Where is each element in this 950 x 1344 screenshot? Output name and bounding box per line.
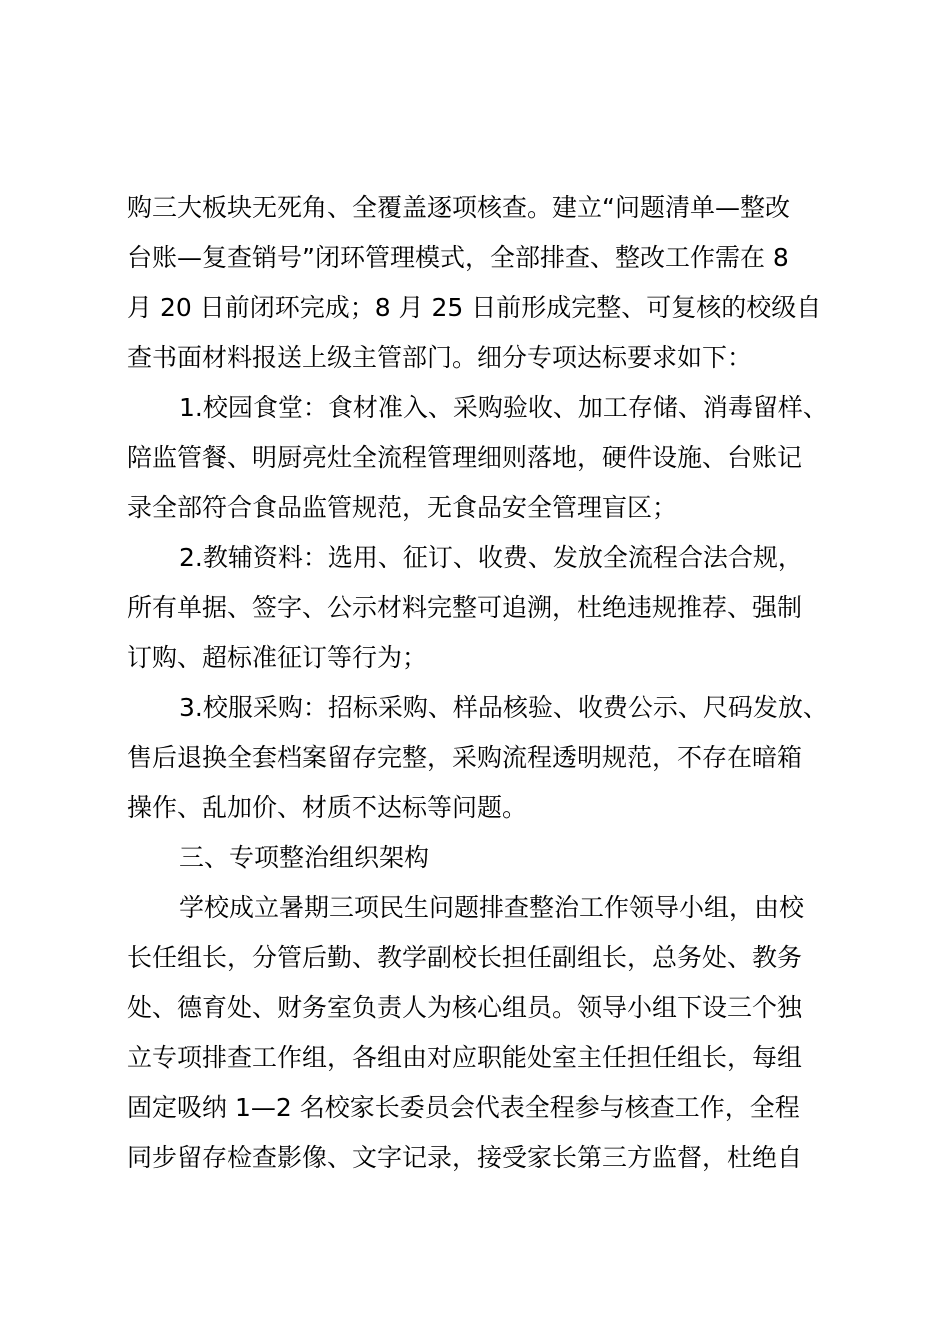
text-line: 立专项排查工作组，各组由对应职能处室主任担任组长，每组 — [127, 1043, 803, 1072]
text-line: 处、德育处、财务室负责人为核心组员。领导小组下设三个独 — [127, 993, 803, 1022]
text-line: 售后退换全套档案留存完整，采购流程透明规范，不存在暗箱 — [127, 743, 803, 772]
text-line: 台账—复查销号”闭环管理模式，全部排查、整改工作需在 8 — [127, 243, 789, 272]
text-line: 2.教辅资料：选用、征订、收费、发放全流程合法合规， — [179, 543, 803, 572]
text-line: 操作、乱加价、材质不达标等问题。 — [127, 793, 528, 822]
text-line: 3.校服采购：招标采购、样品核验、收费公示、尺码发放、 — [179, 693, 828, 722]
document-body — [127, 183, 847, 1183]
text-line: 录全部符合食品监管规范，无食品安全管理盲区； — [127, 493, 678, 522]
text-line: 同步留存检查影像、文字记录，接受家长第三方监督，杜绝自 — [127, 1143, 803, 1172]
text-line: 学校成立暑期三项民生问题排查整治工作领导小组，由校 — [179, 893, 805, 922]
text-line: 查书面材料报送上级主管部门。细分专项达标要求如下： — [127, 343, 753, 372]
text-line: 1.校园食堂：食材准入、采购验收、加工存储、消毒留样、 — [179, 393, 828, 422]
text-line: 固定吸纳 1—2 名校家长委员会代表全程参与核查工作，全程 — [127, 1093, 800, 1122]
text-line: 长任组长，分管后勤、教学副校长担任副组长，总务处、教务 — [127, 943, 803, 972]
text-line: 陪监管餐、明厨亮灶全流程管理细则落地，硬件设施、台账记 — [127, 443, 803, 472]
text-line: 所有单据、签字、公示材料完整可追溯，杜绝违规推荐、强制 — [127, 593, 803, 622]
text-line: 购三大板块无死角、全覆盖逐项核查。建立“问题清单—整改 — [127, 193, 790, 222]
text-line: 三、专项整治组织架构 — [179, 843, 430, 872]
text-line: 订购、超标准征订等行为； — [127, 643, 428, 672]
text-line: 月 20 日前闭环完成；8 月 25 日前形成完整、可复核的校级自 — [127, 293, 822, 322]
